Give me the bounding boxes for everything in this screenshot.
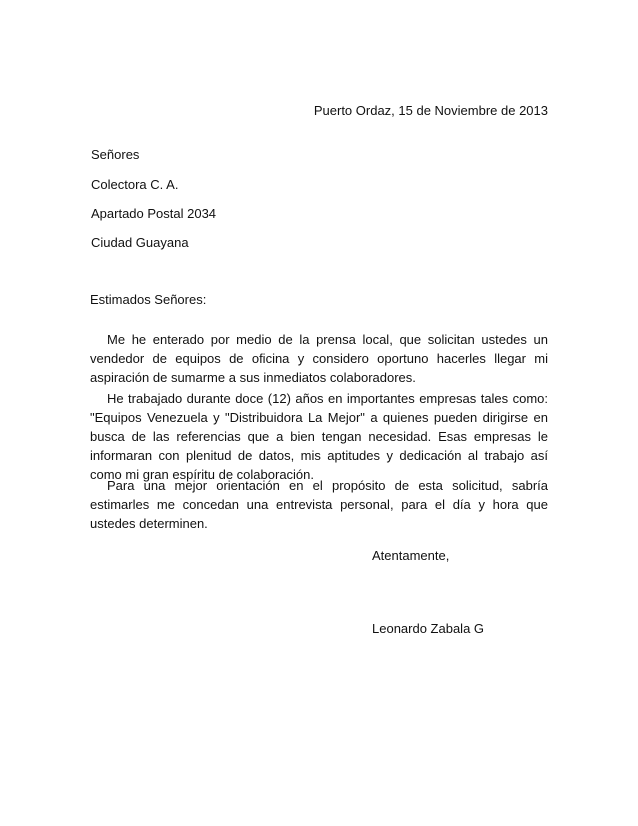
recipient-line-3: Apartado Postal 2034 — [91, 206, 217, 221]
signature-name: Leonardo Zabala G — [372, 621, 485, 636]
recipient-line-2: Colectora C. A. — [91, 177, 179, 192]
body-paragraph-1: Me he enterado por medio de la prensa local, que solicitan ustedes un vendedor de equipos de oficina y considero oportuno hacerles llegar mi aspiración de sumarme a sus inmediatos colaboradores. — [90, 332, 548, 385]
body-paragraph-2: He trabajado durante doce (12) años en importantes empresas tales como: "Equipos Venezuela y "Distribuidora La Mejor" a quienes pueden dirigirse en busca de las referencias que a bien tengan necesidad. Esas empresas le informaran con plenitud de datos, mis aptitudes y dedicación al trabajo así como mi gran espíritu de colaboración. — [90, 391, 548, 482]
closing: Atentamente, — [372, 548, 450, 563]
body-paragraph-3: Para una mejor orientación en el propósito de esta solicitud, sabría estimarles me concedan una entrevista personal, para el día y hora que ustedes determinen. — [90, 478, 548, 531]
letter-date: Puerto Ordaz, 15 de Noviembre de 2013 — [313, 103, 548, 118]
recipient-line-1: Señores — [91, 147, 140, 162]
salutation: Estimados Señores: — [90, 292, 207, 307]
recipient-line-4: Ciudad Guayana — [91, 235, 189, 250]
